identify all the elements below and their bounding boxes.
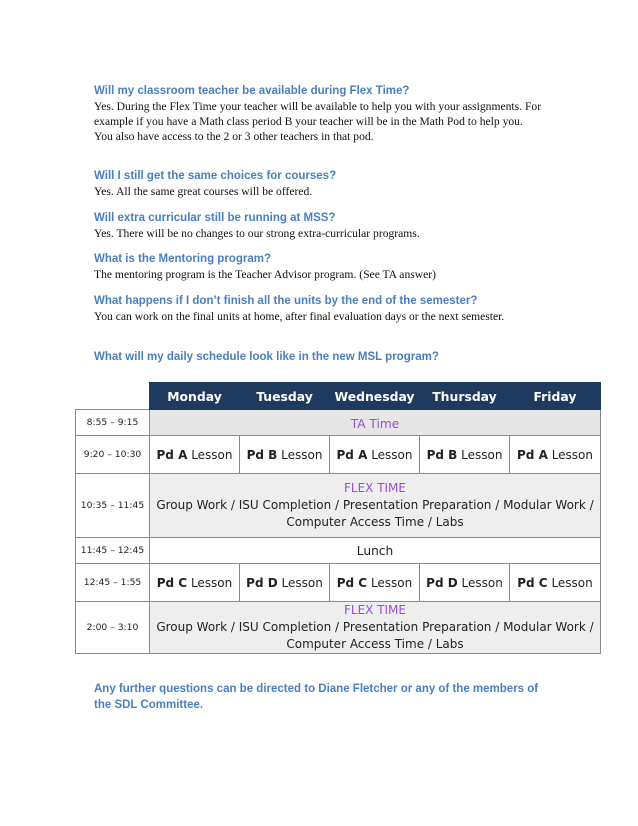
period-label: Pd A [336, 447, 368, 462]
lesson-cell [420, 436, 510, 474]
time-slot: 9:20 – 10:30 [76, 436, 150, 474]
day-header-wednesday: Wednesday [330, 383, 420, 410]
lesson-word: Lesson [461, 575, 503, 590]
flex-time-activities: Group Work / ISU Completion / Presentation Preparation / Modular Work / Computer Access Time / Labs [156, 498, 594, 529]
faq-item-unfinished-units [94, 294, 524, 324]
faq-answer: You can work on the final units at home, after final evaluation days or the next semester. [94, 310, 505, 323]
time-slot: 8:55 – 9:15 [76, 410, 150, 436]
flex-time-title: FLEX TIME [343, 481, 406, 495]
lesson-cell [150, 436, 240, 474]
lesson-word: Lesson [191, 447, 233, 462]
lesson-word: Lesson [551, 575, 593, 590]
lesson-word: Lesson [370, 575, 413, 590]
schedule-row-ta [76, 410, 601, 436]
time-slot: 2:00 – 3:10 [76, 602, 150, 654]
lesson-cell [510, 564, 601, 602]
schedule-row-period-1 [76, 436, 601, 474]
period-label: Pd B [246, 447, 278, 462]
lesson-cell [240, 564, 330, 602]
flex-time-cell [150, 602, 601, 654]
period-label: Pd D [426, 575, 458, 590]
faq-question: Will I still get the same choices for courses? [94, 170, 337, 182]
faq-answer: Yes. All the same great courses will be offered. [94, 185, 313, 198]
schedule-row-lunch [76, 538, 601, 564]
period-label: Pd A [156, 447, 188, 462]
lesson-cell [420, 564, 510, 602]
flex-time-cell [150, 474, 601, 538]
schedule-row-flex-1 [76, 474, 601, 538]
period-label: Pd C [517, 575, 548, 590]
lesson-word: Lesson [461, 447, 503, 462]
period-label: Pd D [246, 575, 278, 590]
period-label: Pd C [336, 575, 368, 590]
lesson-word: Lesson [371, 447, 413, 462]
faq-question: What is the Mentoring program? [94, 253, 271, 265]
day-header-monday: Monday [150, 383, 240, 410]
lesson-cell [150, 564, 240, 602]
day-header-friday: Friday [510, 383, 601, 410]
schedule-row-period-2 [76, 564, 601, 602]
faq-question: Will extra curricular still be running at MSS? [94, 212, 336, 224]
lesson-word: Lesson [190, 575, 233, 590]
faq-answer: The mentoring program is the Teacher Advisor program. (See TA answer) [94, 268, 437, 281]
footer-contact-note: Any further questions can be directed to Diane Fletcher or any of the members of the SDL Committee. [94, 683, 539, 711]
header-blank-cell [76, 383, 150, 410]
period-label: Pd C [156, 575, 188, 590]
day-header-tuesday: Tuesday [240, 383, 330, 410]
lunch-cell: Lunch [150, 538, 601, 564]
schedule-table [75, 382, 601, 654]
time-slot: 10:35 – 11:45 [76, 474, 150, 538]
faq-item-mentoring [94, 252, 544, 282]
faq-answer: Yes. There will be no changes to our strong extra-curricular programs. [94, 227, 420, 240]
lesson-word: Lesson [551, 447, 593, 462]
faq-item-teacher-availability [94, 84, 544, 144]
schedule-row-flex-2 [76, 602, 601, 654]
schedule-header-row [76, 383, 601, 410]
faq-question: Will my classroom teacher be available during Flex Time? [94, 85, 410, 97]
lesson-cell [240, 436, 330, 474]
ta-time-cell [150, 410, 601, 436]
day-header-thursday: Thursday [420, 383, 510, 410]
period-label: Pd A [517, 447, 548, 462]
time-slot: 11:45 – 12:45 [76, 538, 150, 564]
lesson-word: Lesson [281, 447, 323, 462]
flex-time-activities: Group Work / ISU Completion / Presentation Preparation / Modular Work / Computer Access Time / Labs [156, 620, 594, 651]
faq-question: What happens if I don’t finish all the units by the end of the semester? [94, 295, 478, 307]
lesson-cell [510, 436, 601, 474]
faq-item-course-choices [94, 169, 544, 199]
lesson-word: Lesson [281, 575, 323, 590]
faq-answer: Yes. During the Flex Time your teacher will be available to help you with your assignments. For example if you have a Math class period B your teacher will be in the Math Pod to help you. You also have access to the 2 or 3 other teachers in that pod. [94, 100, 542, 143]
time-slot: 12:45 – 1:55 [76, 564, 150, 602]
ta-time-label: TA Time [350, 417, 400, 431]
faq-question: What will my daily schedule look like in the new MSL program? [94, 351, 439, 363]
faq-item-daily-schedule [94, 350, 564, 365]
period-label: Pd B [426, 447, 458, 462]
lesson-cell [330, 564, 420, 602]
flex-time-title: FLEX TIME [343, 603, 406, 617]
lesson-cell [330, 436, 420, 474]
faq-item-extracurricular [94, 211, 544, 241]
